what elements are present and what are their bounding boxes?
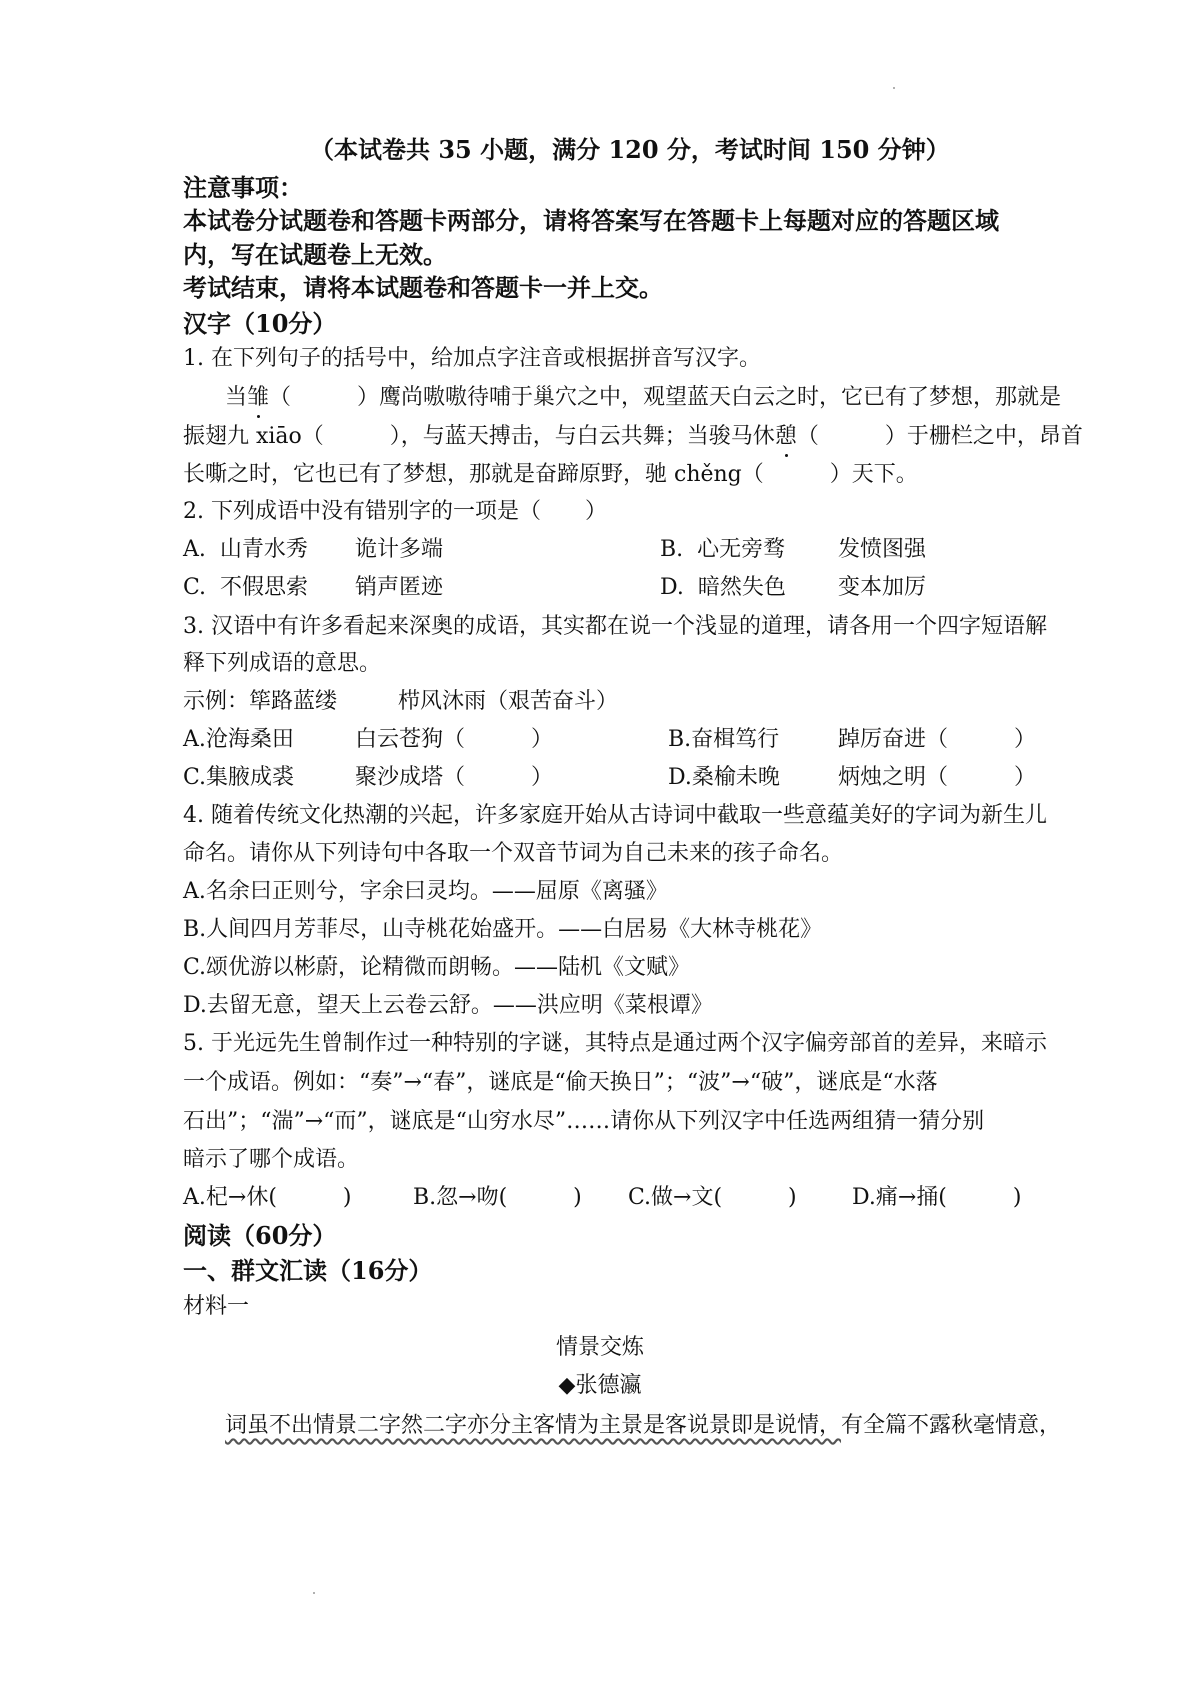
q3-option-a-label: A.沧海桑田 [183,727,294,752]
q1-passage-line-2 [183,423,1083,451]
q4-option-d: D.去留无意，望天上云卷云舒。——洪应明《菜根谭》 [183,993,713,1018]
q5-option-b: B.忽→吻( ) [413,1185,582,1210]
q2-option-d: D. 暗然失色 [660,575,786,600]
q2-option-c-word2: 销声匿迹 [355,575,444,600]
q5-line-4: 暗示了哪个成语。 [183,1147,360,1172]
q1-text: 振翅九 xiāo（ ），与蓝天搏击，与白云共舞；当骏马休 [183,424,775,449]
article-first-line [225,1412,1061,1440]
q5-line-1: 5. 于光远先生曾制作过一种特别的字谜，其特点是通过两个汉字偏旁部首的差异，来暗示 [183,1031,1047,1056]
material-label: 材料一 [183,1294,250,1319]
q3-example-label: 示例：筚路蓝缕 [183,689,338,714]
q3-stem-1: 3. 汉语中有许多看起来深奥的成语，其实都在说一个浅显的道理，请各用一个四字短语解 [183,614,1047,639]
scan-speck [893,87,895,89]
q2-option-b: B. 心无旁骛 [660,537,786,562]
q3-stem-2: 释下列成语的意思。 [183,651,382,676]
q3-option-c-word: 聚沙成塔（ ） [355,765,554,790]
notice-line-2: 内，写在试题卷上无效。 [183,240,447,269]
notice-line-1: 本试卷分试题卷和答题卡两部分，请将答案写在答题卡上每题对应的答题区域 [183,206,999,235]
q1-text: （ ）鹰尚嗷嗷待哺于巢穴之中，观望蓝天白云之时，它已有了梦想，那就是 [269,385,1062,410]
q3-option-a-word: 白云苍狗（ ） [355,727,554,752]
q2-option-b-word2: 发愤图强 [838,537,927,562]
q5-line-2: 一个成语。例如：“奏”→“春”，谜底是“偷天换日”；“波”→“破”，谜底是“水落 [183,1070,938,1095]
q5-option-d: D.痛→捅( ) [852,1185,1022,1210]
exam-info: （本试卷共 35 小题，满分 120 分，考试时间 150 分钟） [310,135,950,164]
q4-option-a: A.名余曰正则兮，字余曰灵均。——屈原《离骚》 [183,879,668,904]
q5-line-3: 石出”；“湍”→“而”，谜底是“山穷水尽”……请你从下列汉字中任选两组猜一猜分别 [183,1109,985,1134]
q3-option-b-word: 踔厉奋进（ ） [838,727,1037,752]
q5-option-a: A.杞→休( ) [183,1185,352,1210]
q1-dotted-char: 雏 [247,385,270,410]
q4-stem-1: 4. 随着传统文化热潮的兴起，许多家庭开始从古诗词中截取一些意蕴美好的字词为新生儿 [183,803,1047,828]
q5-option-c: C.做→文( ) [628,1185,797,1210]
scan-speck [313,1592,315,1594]
q1-dotted-char: 憩 [774,424,797,449]
q1-passage-line-1 [225,384,1061,412]
q2-option-a-word2: 诡计多端 [355,537,444,562]
q2-option-c: C. 不假思索 [183,575,309,600]
q4-option-b: B.人间四月芳菲尽，山寺桃花始盛开。——白居易《大林寺桃花》 [183,917,823,942]
q1-text: （ ）于栅栏之中，昂首 [796,424,1083,449]
article-title: 情景交炼 [555,1335,644,1360]
q1-stem: 1. 在下列句子的括号中，给加点字注音或根据拼音写汉字。 [183,346,761,371]
q3-example-word: 栉风沐雨（艰苦奋斗） [398,689,619,714]
q4-stem-2: 命名。请你从下列诗句中各取一个双音节词为自己未来的孩子命名。 [183,841,844,866]
notice-title: 注意事项： [183,173,303,202]
q4-option-c: C.颂优游以彬蔚，论精微而朗畅。——陆机《文赋》 [183,955,691,980]
q3-option-b-label: B.奋楫笃行 [668,727,780,752]
notice-line-3: 考试结束，请将本试题卷和答题卡一并上交。 [183,273,663,302]
q1-passage-line-3: 长嘶之时，它也已有了梦想，那就是奋蹄原野，驰 chěng（ ）天下。 [183,462,918,487]
section-title-reading: 阅读（60分） [183,1221,337,1250]
wavy-underlined-text: 词虽不出情景二字然二字亦分主客情为主景是客说景即是说情， [225,1413,842,1438]
q2-option-d-word2: 变本加厉 [838,575,927,600]
q3-option-d-word: 炳烛之明（ ） [838,765,1037,790]
section-title-hanzi: 汉字（10分） [183,309,337,338]
article-author: ◆张德瀛 [558,1373,642,1398]
q3-option-c-label: C.集腋成裘 [183,765,295,790]
q2-stem: 2. 下列成语中没有错别字的一项是（ ） [183,499,607,524]
q2-option-a: A. 山青水秀 [183,537,308,562]
q3-option-d-label: D.桑榆未晚 [668,765,780,790]
section-subtitle-group-reading: 一、群文汇读（16分） [183,1256,433,1285]
q1-text: 当 [225,385,248,410]
article-text: 有全篇不露秋毫情意， [841,1413,1062,1438]
